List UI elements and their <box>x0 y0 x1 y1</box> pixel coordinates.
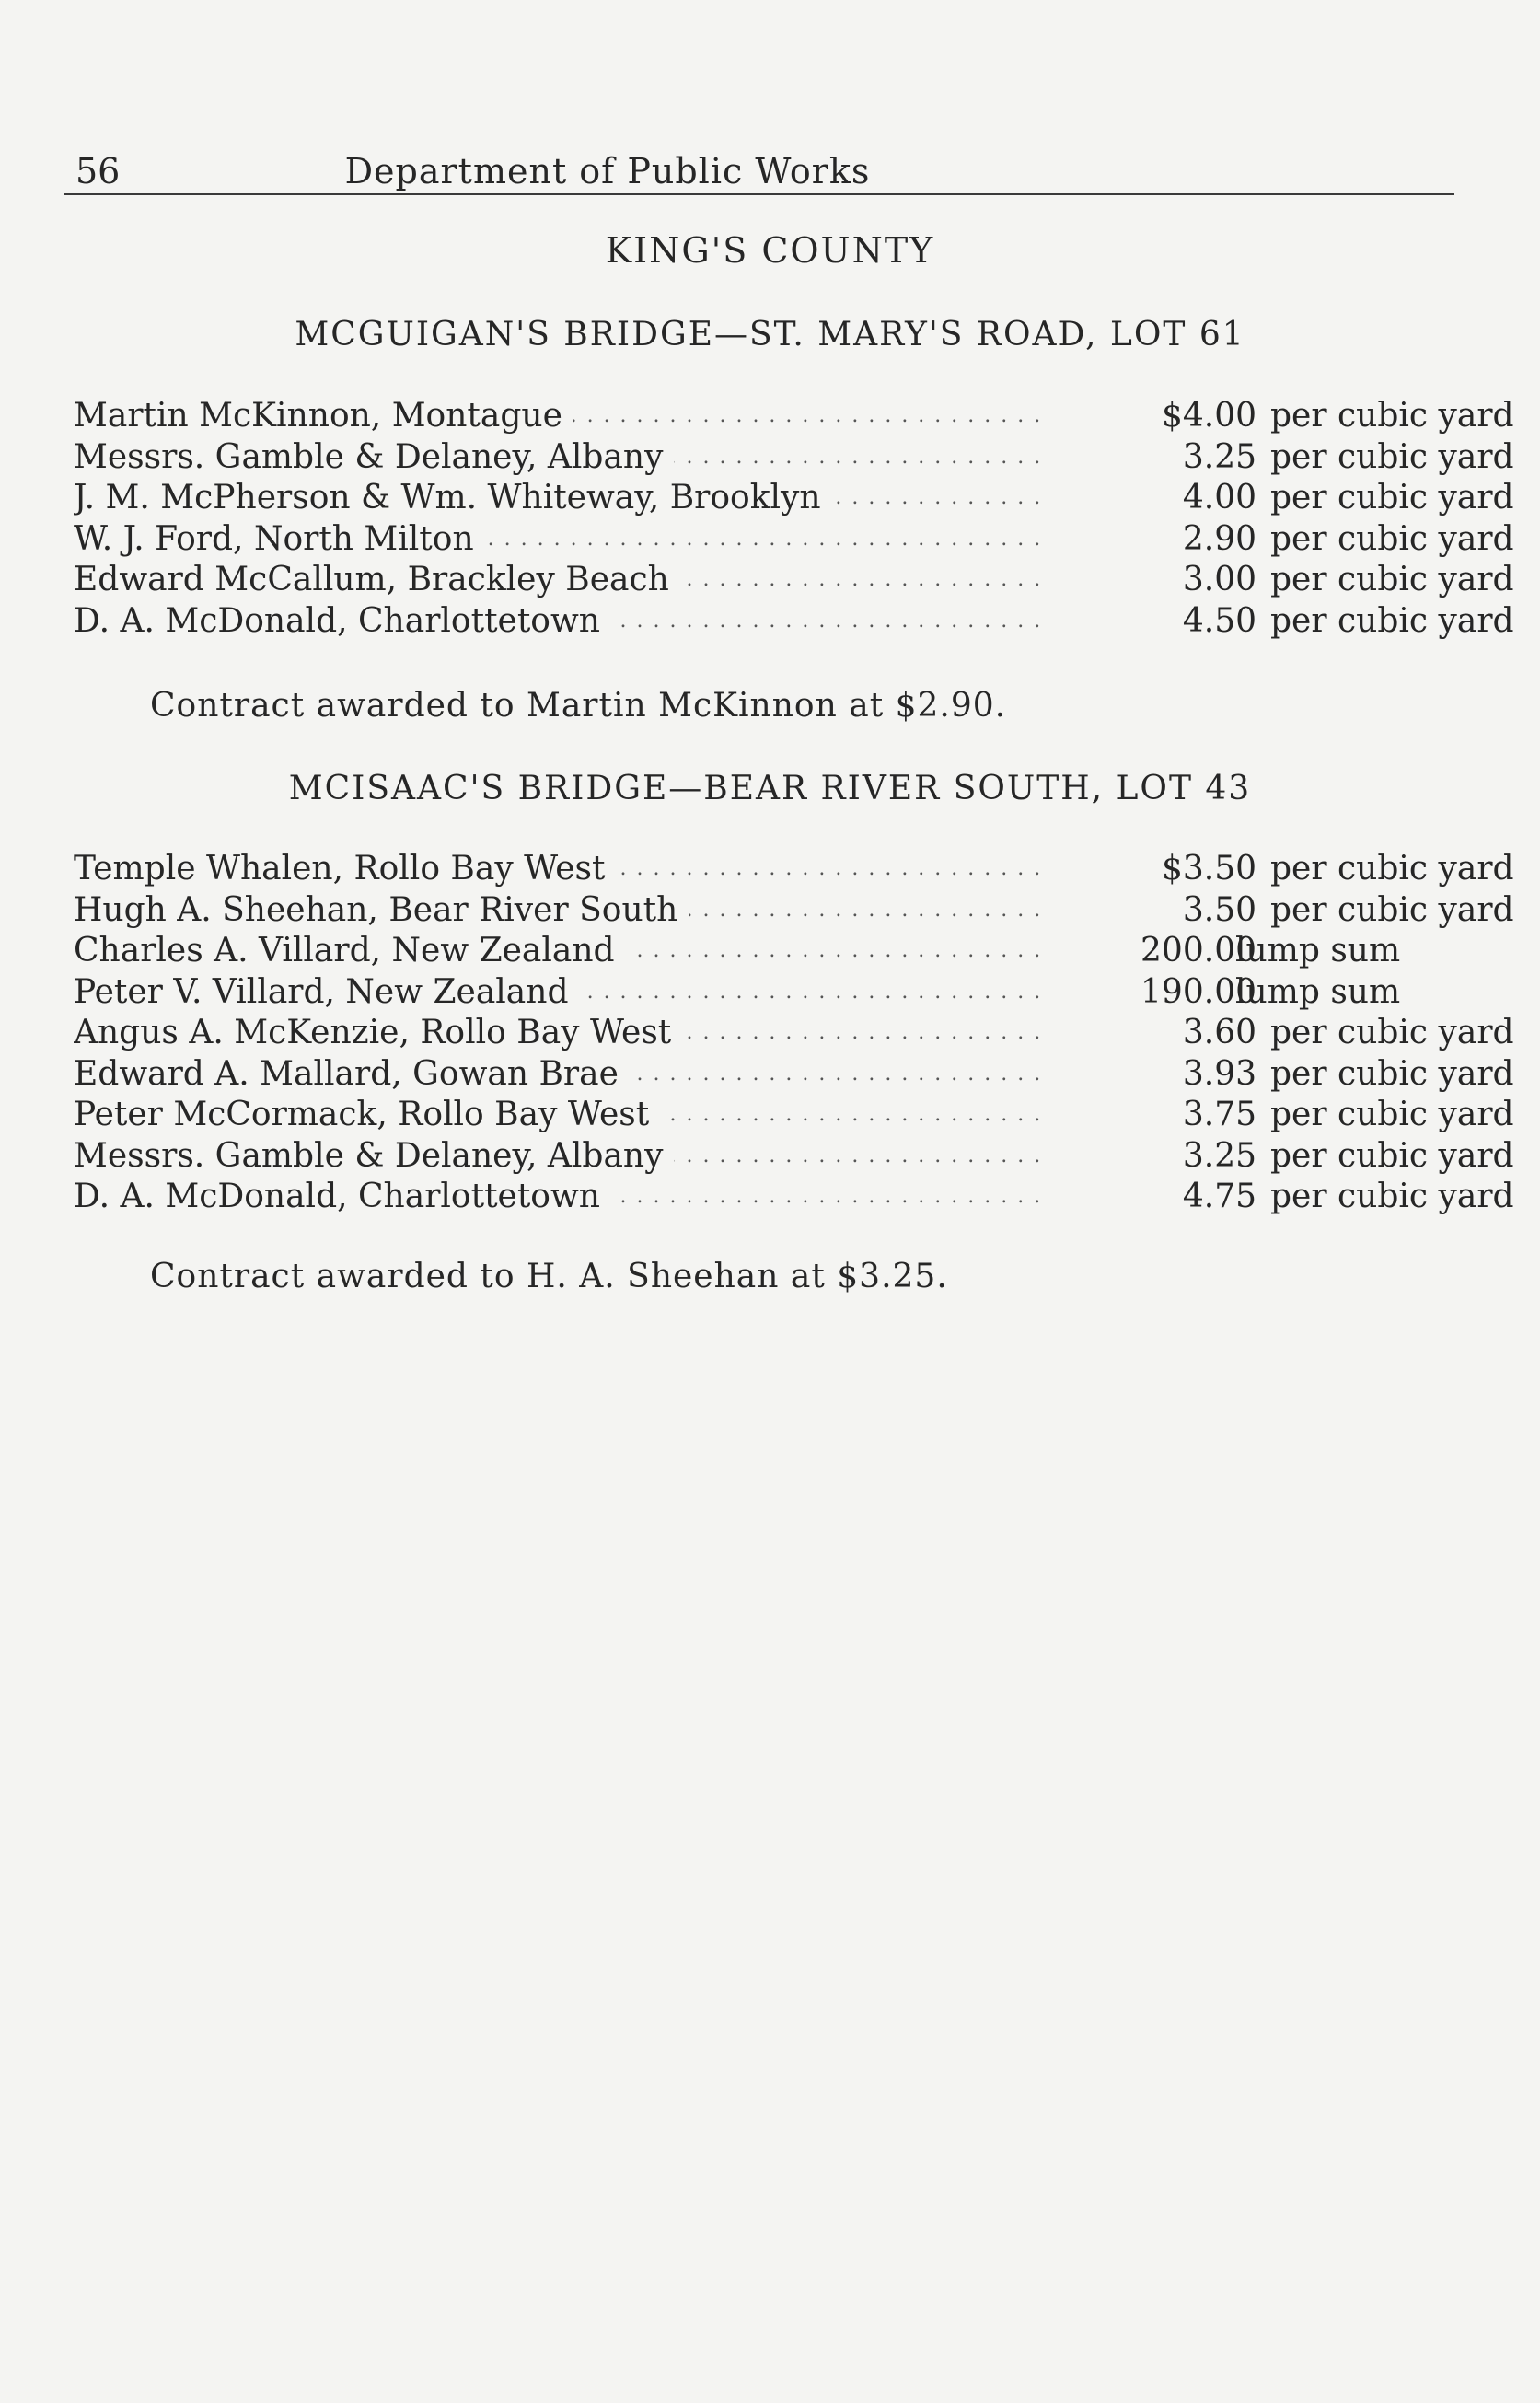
bidder: Peter McCormack, Rollo Bay West . . . <box>74 1095 1049 1136</box>
running-head <box>64 147 1454 195</box>
price: 4.00 <box>1182 479 1256 517</box>
section-title-mcguigans-bridge: MCGUIGAN'S BRIDGE—ST. MARY'S ROAD, LOT 61 <box>295 316 1245 354</box>
unit: per cubic yard <box>1270 1096 1514 1133</box>
unit: per cubic yard <box>1270 601 1514 640</box>
section-title-mcisaacs-bridge: MCISAAC'S BRIDGE—BEAR RIVER SOUTH, LOT 43 <box>288 770 1252 807</box>
tender-row <box>74 1095 1514 1136</box>
county-heading: KING'S COUNTY <box>605 230 935 271</box>
contract-award-mcguigans-bridge: Contract awarded to Martin McKinnon at $2.90. <box>150 687 1007 725</box>
tender-row <box>74 931 1454 972</box>
price: 4.75 <box>1182 1178 1256 1215</box>
tender-row <box>74 519 1514 561</box>
tender-row <box>74 396 1514 437</box>
bidder: W. J. Ford, North Milton . . . <box>74 519 1049 561</box>
tender-row <box>74 972 1454 1014</box>
contract-award-mcisaacs-bridge: Contract awarded to H. A. Sheehan at $3.25. <box>150 1258 948 1295</box>
unit: per cubic yard <box>1270 1136 1514 1175</box>
unit: lump sum <box>1235 972 1401 1011</box>
bidder: D. A. McDonald, Charlottetown . . . <box>74 1177 1049 1218</box>
bidder: Edward A. Mallard, Gowan Brae . . . <box>74 1054 1049 1096</box>
tender-list-mcisaacs-bridge <box>74 849 1514 1218</box>
bidder: J. M. McPherson & Wm. Whiteway, Brooklyn . . . <box>74 478 1049 519</box>
price: 4.50 <box>1182 601 1256 640</box>
unit: per cubic yard <box>1270 1054 1514 1093</box>
price: 3.75 <box>1182 1096 1256 1133</box>
price: 2.90 <box>1182 519 1256 558</box>
price: 3.50 <box>1182 890 1256 929</box>
page-number: 56 <box>75 151 121 192</box>
tender-row <box>74 1054 1514 1096</box>
unit: per cubic yard <box>1270 1014 1514 1051</box>
tender-row <box>74 601 1514 643</box>
unit: per cubic yard <box>1270 479 1514 517</box>
tender-row <box>74 849 1514 890</box>
bidder: Messrs. Gamble & Delaney, Albany . . . <box>74 1136 1049 1178</box>
bidder: Hugh A. Sheehan, Bear River South . . . <box>74 890 1049 932</box>
unit: per cubic yard <box>1270 397 1514 435</box>
unit: per cubic yard <box>1270 1178 1514 1215</box>
price: 190.00 <box>1141 972 1256 1011</box>
bidder: Edward McCallum, Brackley Beach . . . <box>74 560 1049 601</box>
unit: per cubic yard <box>1270 561 1514 598</box>
price: 200.00 <box>1141 932 1256 969</box>
unit: lump sum <box>1235 932 1401 969</box>
price: $3.50 <box>1161 850 1256 888</box>
unit: per cubic yard <box>1270 890 1514 929</box>
tender-row <box>74 1013 1514 1054</box>
bidder: Temple Whalen, Rollo Bay West . . . <box>74 849 1049 890</box>
price: 3.93 <box>1182 1054 1256 1093</box>
bidder: Charles A. Villard, New Zealand . . . <box>74 931 1049 972</box>
bidder: Peter V. Villard, New Zealand . . . <box>74 972 1049 1014</box>
tender-row <box>74 890 1514 932</box>
unit: per cubic yard <box>1270 850 1514 888</box>
unit: per cubic yard <box>1270 519 1514 558</box>
tender-row <box>74 478 1514 519</box>
tender-row <box>74 1136 1514 1178</box>
price: 3.00 <box>1182 561 1256 598</box>
bidder: Martin McKinnon, Montague . . . <box>74 396 1049 437</box>
tender-row <box>74 1177 1514 1218</box>
tender-list-mcguigans-bridge <box>74 396 1514 642</box>
tender-row <box>74 560 1514 601</box>
unit: per cubic yard <box>1270 437 1514 476</box>
price: $4.00 <box>1161 397 1256 435</box>
bidder: Angus A. McKenzie, Rollo Bay West . . . <box>74 1013 1049 1054</box>
price: 3.25 <box>1182 437 1256 476</box>
price: 3.60 <box>1182 1014 1256 1051</box>
bidder: Messrs. Gamble & Delaney, Albany . . . <box>74 437 1049 479</box>
tender-row <box>74 437 1514 479</box>
bidder: D. A. McDonald, Charlottetown . . . <box>74 601 1049 643</box>
price: 3.25 <box>1182 1136 1256 1175</box>
running-title: Department of Public Works <box>344 151 871 192</box>
